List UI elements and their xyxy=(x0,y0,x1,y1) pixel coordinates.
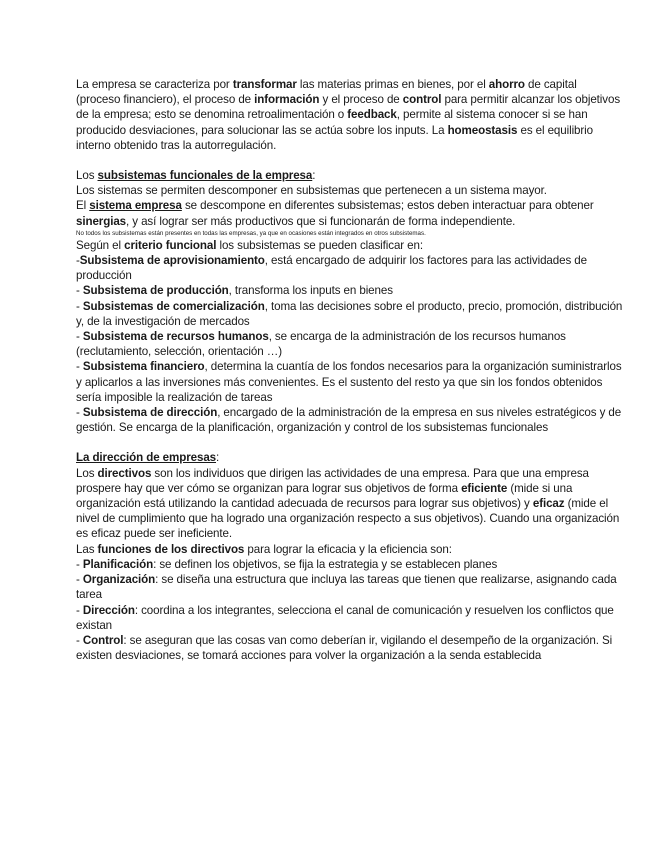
bold-term: información xyxy=(254,93,320,107)
list-item-recursos-humanos xyxy=(76,329,624,359)
text-run: : xyxy=(312,169,316,183)
bold-term: control xyxy=(402,93,442,107)
bullet: - xyxy=(76,406,83,420)
paragraph-sistema-empresa xyxy=(76,198,624,228)
bold-term: sinergias xyxy=(76,214,127,228)
bullet: - xyxy=(76,330,83,344)
bullet: - xyxy=(76,360,83,374)
spacer xyxy=(76,435,624,450)
bold-term: transformar xyxy=(232,78,297,91)
bullet: - xyxy=(76,254,80,268)
paragraph-criterio xyxy=(76,238,624,253)
text-run: La empresa se caracteriza por xyxy=(76,78,233,91)
bold-term: ahorro xyxy=(488,78,525,91)
bold-term: funciones de los directivos xyxy=(97,542,245,556)
list-item-aprovisionamiento xyxy=(76,253,624,283)
item-text: : se aseguran que las cosas van como deberían ir, vigilando el desempeño de la organización. Si existen desviaciones, se tomará acciones para volver la organización a la senda establecida xyxy=(76,633,613,663)
item-name: Subsistema de recursos humanos xyxy=(82,330,269,344)
text-run: es el equilibrio interno obtenido tras la autorregulación. xyxy=(76,123,593,152)
bullet: - xyxy=(76,633,83,647)
bold-term: criterio funcional xyxy=(124,238,217,252)
bullet: - xyxy=(76,603,83,617)
item-name: Subsistema de aprovisionamiento xyxy=(79,254,265,268)
section-heading-direccion xyxy=(76,450,624,465)
list-item-organizacion xyxy=(76,572,624,602)
item-text: , transforma los inputs en bienes xyxy=(228,284,393,298)
spacer xyxy=(76,153,624,168)
item-text: : se definen los objetivos, se fija la estrategia y se establecen planes xyxy=(153,557,498,571)
bullet: - xyxy=(76,299,83,313)
item-text: , encargado de la administración de la empresa en sus niveles estratégicos y de gestión. Se encarga de la planificación, organización y control de los subsistemas funcionales xyxy=(76,406,622,435)
text-run: , permite al sistema conocer si se han producido desviaciones, para solucionar las se actúa sobre los inputs. La xyxy=(76,108,588,137)
item-text: , está encargado de adquirir los factores para las actividades de producción xyxy=(76,254,587,283)
text-run: para permitir alcanzar los objetivos de la empresa; esto se denomina retroalimentación o xyxy=(76,93,621,122)
item-name: Subsistemas de comercialización xyxy=(82,299,265,313)
item-name: Subsistema de dirección xyxy=(82,406,218,420)
item-name: Subsistema financiero xyxy=(82,360,205,374)
list-item-financiero xyxy=(76,359,624,405)
bold-term: eficiente xyxy=(461,481,508,495)
underlined-term: sistema empresa xyxy=(89,199,182,213)
item-name: Planificación xyxy=(82,557,154,571)
list-item-direccion-funcion xyxy=(76,603,624,633)
text-run: (mide si una organización está utilizando la cantidad adecuada de recursos para lograr sus objetivos) y xyxy=(76,481,573,511)
text-run: Los xyxy=(76,169,98,183)
item-text: , toma las decisiones sobre el producto, precio, promoción, distribución y, de la investigación de mercados xyxy=(76,299,623,328)
bold-term: eficaz xyxy=(532,497,565,511)
bullet: - xyxy=(76,573,83,587)
text-run: (mide el nivel de cumplimiento que ha logrado una organización respecto a sus objetivos). Cuando una organización es eficaz puede ser ineficiente. xyxy=(76,497,620,541)
document-page xyxy=(76,77,624,663)
text-run: de capital (proceso financiero), el proceso de xyxy=(76,78,577,107)
text-run: se descompone en diferentes subsistemas; estos deben interactuar para obtener xyxy=(181,199,594,213)
item-text: : coordina a los integrantes, selecciona el canal de comunicación y resuelven los conflictos que existan xyxy=(76,603,614,632)
section-title: La dirección de empresas xyxy=(76,451,217,465)
small-note: No todos los subsistemas están presentes en todas las empresas, ya que en ocasiones están integrados en otros subsistemas. xyxy=(76,229,426,237)
bullet: - xyxy=(76,284,83,298)
list-item-comercializacion xyxy=(76,299,624,329)
section-heading-subsistemas xyxy=(76,168,624,183)
item-name: Control xyxy=(82,633,124,647)
text-run: Según el xyxy=(76,238,125,252)
text-run: las materias primas en bienes, por el xyxy=(296,78,489,91)
bold-term: feedback xyxy=(347,108,397,122)
text-run: : xyxy=(216,451,220,465)
intro-paragraph xyxy=(76,77,624,153)
bullet: - xyxy=(76,557,83,571)
section-title: subsistemas funcionales de la empresa xyxy=(97,169,313,183)
list-item-control xyxy=(76,633,624,663)
text-run: El xyxy=(76,199,90,213)
paragraph-directivos xyxy=(76,466,624,542)
bold-term: homeostasis xyxy=(447,123,518,137)
item-text: , determina la cuantía de los fondos necesarios para la organización suministrarlos y aplicarlos a las inversiones más convenientes. Es el sustento del resto ya que sin los fondos obtenidos sería imposible la realización de tareas xyxy=(76,360,622,404)
item-name: Subsistema de producción xyxy=(82,284,229,298)
text-run: , y así lograr ser más productivos que si funcionarán de forma independiente. xyxy=(126,214,516,228)
text-run: Las xyxy=(76,542,98,556)
text-run: son los individuos que dirigen las actividades de una empresa. Para que una empresa prospere hay que ver cómo se organizan para lograr sus objetivos de forma xyxy=(76,466,589,495)
paragraph-funciones xyxy=(76,542,624,557)
text-run: Los xyxy=(76,466,98,480)
text-run: para lograr la eficacia y la eficiencia son: xyxy=(244,542,452,556)
bold-term: directivos xyxy=(97,466,152,480)
item-name: Dirección xyxy=(82,603,135,617)
item-text: : se diseña una estructura que incluya las tareas que tienen que realizarse, asignando cada tarea xyxy=(76,573,617,602)
item-name: Organización xyxy=(82,573,156,587)
list-item-planificacion xyxy=(76,557,624,572)
item-text: , se encarga de la administración de los recursos humanos (reclutamiento, selección, orientación …) xyxy=(76,330,566,359)
text-run: los subsistemas se pueden clasificar en: xyxy=(216,238,423,252)
list-item-produccion xyxy=(76,283,624,298)
text-run: y el proceso de xyxy=(319,93,403,107)
list-item-direccion xyxy=(76,405,624,435)
paragraph-sistemas: Los sistemas se permiten descomponer en subsistemas que pertenecen a un sistema mayor. xyxy=(76,184,547,198)
